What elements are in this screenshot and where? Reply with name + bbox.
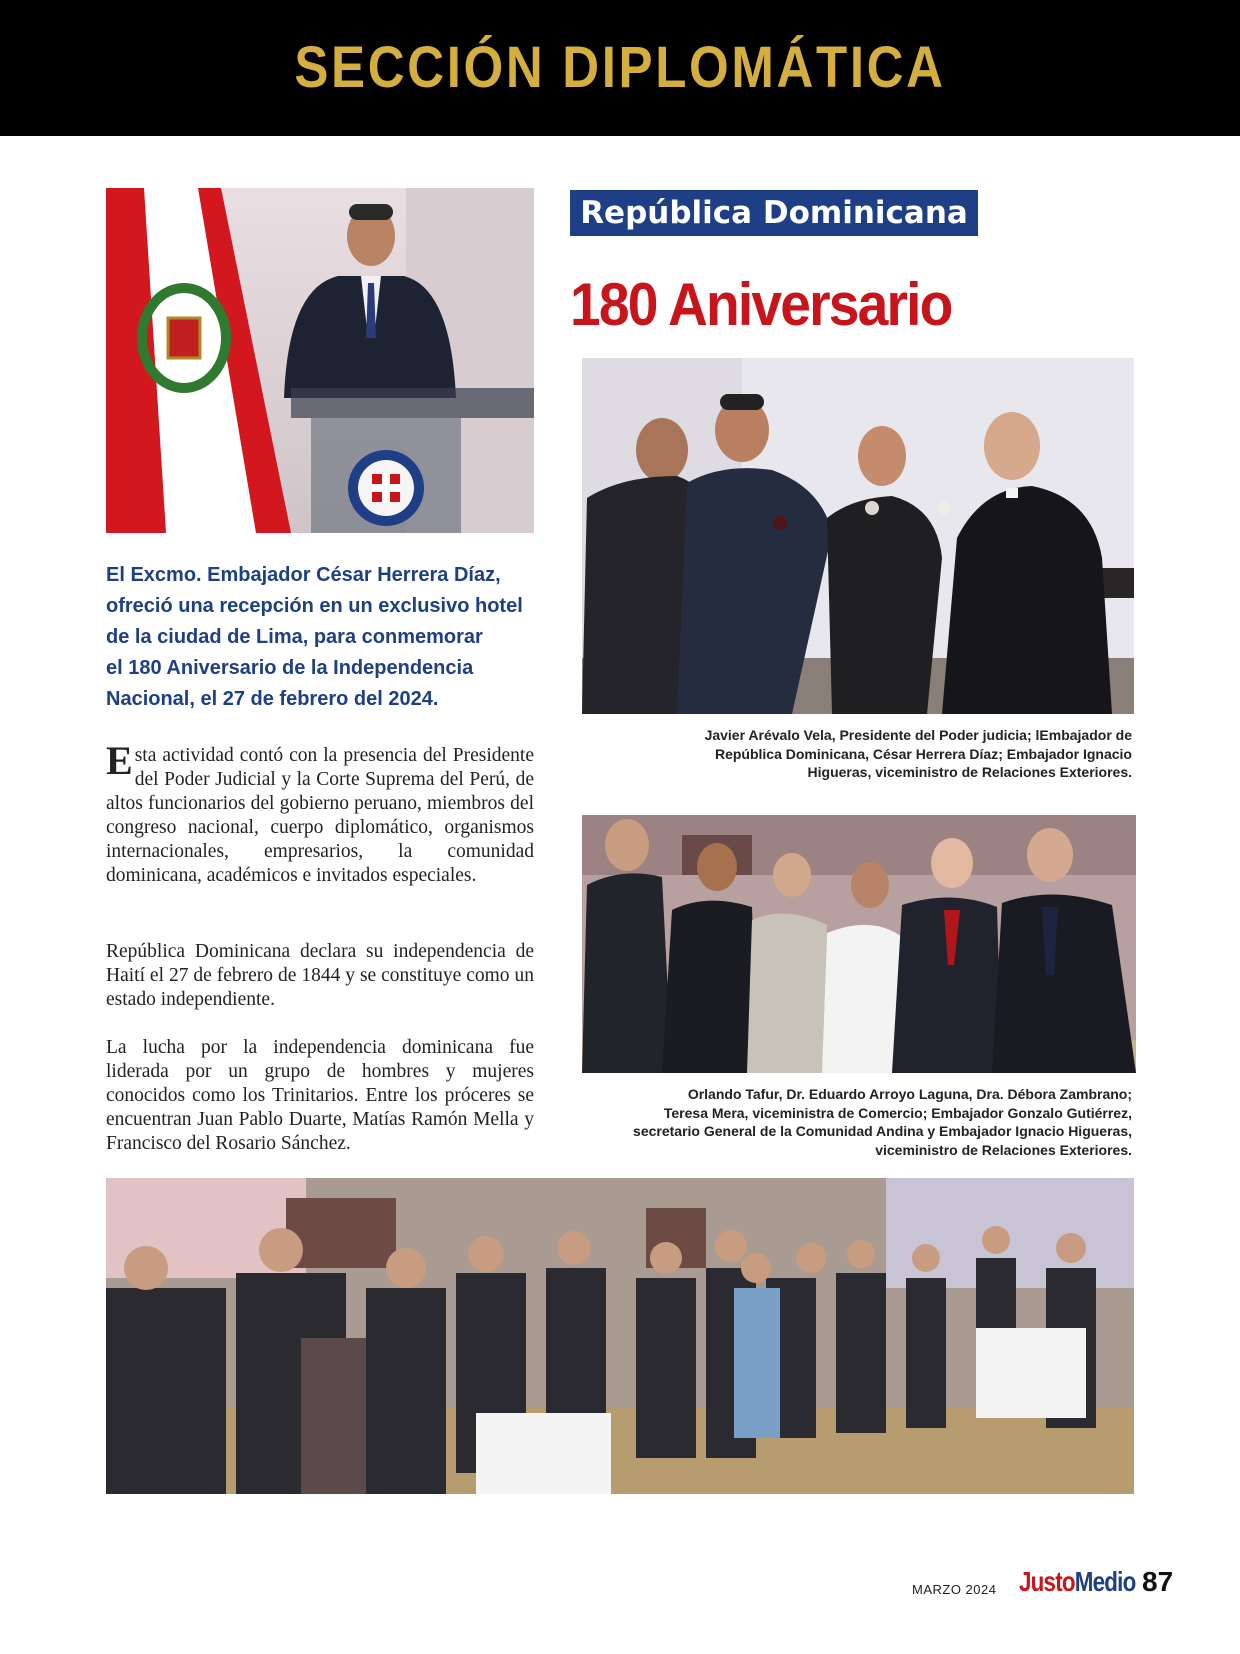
body-paragraph-3: La lucha por la independencia dominicana fue liderada por un grupo de hombres y mujeres conocidos como los Trinitarios. Entre los próceres se encuentran Juan Pablo Duarte, Matías Ramón Mella y Francisco del Rosario Sánchez. — [106, 1037, 534, 1154]
group-photo-caption — [560, 1085, 1132, 1159]
magazine-logo — [1019, 1566, 1135, 1598]
caption-line: Higueras, viceministro de Relaciones Exteriores. — [807, 764, 1132, 780]
caption-line: Teresa Mera, viceministra de Comercio; Embajador Gonzalo Gutiérrez, — [663, 1104, 1132, 1121]
lede-line: Nacional, el 27 de febrero del 2024. — [106, 688, 439, 710]
caption-line: secretario General de la Comunidad Andina y Embajador Ignacio Higueras, — [633, 1123, 1132, 1139]
lede-line: de la ciudad de Lima, para conmemorar — [106, 626, 483, 648]
drop-cap: E — [106, 738, 133, 783]
body-paragraph-1 — [106, 738, 534, 888]
logo-part-1: Justo — [1019, 1566, 1075, 1597]
paragraph-text: sta actividad contó con la presencia del Presidente del Poder Judicial y la Corte Suprema del Perú, de altos funcionarios del gobierno peruano, miembros del congreso nacional, cuerpo diplomático, organismos internacionales, empresarios, la comunidad dominicana, académicos e invitados especiales. — [106, 745, 534, 886]
article-lede — [106, 560, 536, 715]
caption-line: Javier Arévalo Vela, Presidente del Poder judicia; lEmbajador de — [704, 727, 1132, 743]
lede-line: ofreció una recepción en un exclusivo hotel — [106, 595, 523, 617]
reception-crowd-photo — [106, 1178, 1134, 1494]
group-photo — [582, 815, 1136, 1073]
country-tag: República Dominicana — [570, 190, 978, 236]
body-paragraph-2: República Dominicana declara su independencia de Haití el 27 de febrero de 1844 y se constituye como un estado independiente. — [106, 941, 534, 1010]
toast-photo-caption — [560, 726, 1132, 782]
article-headline: 180 Aniversario — [570, 271, 952, 338]
issue-date: MARZO 2024 — [912, 1582, 997, 1597]
caption-line: Orlando Tafur, Dr. Eduardo Arroyo Laguna, Dra. Débora Zambrano; — [687, 1086, 1132, 1102]
ambassador-podium-photo — [106, 188, 534, 533]
lede-line: el 180 Aniversario de la Independencia — [106, 657, 474, 679]
toast-photo — [582, 358, 1134, 714]
section-header-bar — [0, 0, 1240, 136]
page-number: 87 — [1142, 1566, 1174, 1597]
section-title: SECCIÓN DIPLOMÁTICA — [294, 35, 946, 100]
caption-line: República Dominicana, César Herrera Díaz; Embajador Ignacio — [714, 745, 1132, 762]
logo-part-2: Medio — [1074, 1566, 1136, 1597]
caption-line: viceministro de Relaciones Exteriores. — [875, 1141, 1132, 1158]
lede-line: El Excmo. Embajador César Herrera Díaz, — [106, 564, 501, 586]
